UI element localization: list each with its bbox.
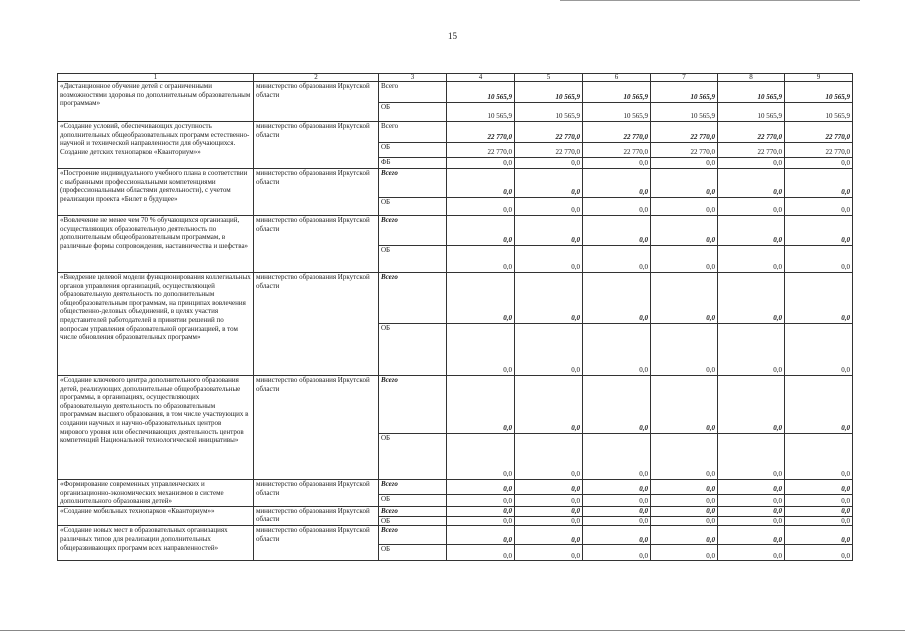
amount-cell: 22 770,0 (583, 143, 651, 158)
amount-cell: 0,0 (651, 516, 718, 526)
table-row (58, 169, 853, 198)
amount-cell: 0,0 (651, 273, 718, 324)
amount-cell: 0,0 (718, 169, 785, 198)
amount-cell: 0,0 (651, 526, 718, 545)
amount-cell: 0,0 (447, 169, 515, 198)
amount-cell: 22 770,0 (785, 143, 853, 158)
funding-source-cell: ОБ (379, 198, 447, 216)
responsible-organization-cell: министерство образования Иркутской области (254, 273, 379, 376)
amount-cell: 0,0 (651, 158, 718, 169)
amount-cell: 0,0 (583, 273, 651, 324)
amount-cell: 0,0 (583, 216, 651, 246)
amount-cell: 0,0 (718, 216, 785, 246)
amount-cell: 0,0 (447, 434, 515, 480)
amount-cell: 0,0 (651, 216, 718, 246)
amount-cell: 0,0 (447, 506, 515, 516)
top-edge-rule (560, 0, 860, 1)
amount-cell: 22 770,0 (651, 143, 718, 158)
amount-cell: 0,0 (785, 324, 853, 376)
amount-cell: 0,0 (718, 494, 785, 506)
amount-cell: 0,0 (583, 376, 651, 434)
amount-cell: 0,0 (583, 516, 651, 526)
table-row (58, 82, 853, 103)
amount-cell: 0,0 (515, 246, 583, 273)
table-row (58, 376, 853, 434)
amount-cell: 0,0 (785, 376, 853, 434)
activity-description-cell: «Создание ключевого центра дополнительного образования детей, реализующих дополнительные общеобразовательные программы, в организациях, осуществляющих образовательную деятельность по образовательным программам высшего образования, в том числе участвующих в создании научных и научно-образовательных центров мирового уровня или обеспечивающих деятельность центров компетенций Национальной технологической инициативы» (58, 376, 254, 480)
amount-cell: 0,0 (447, 545, 515, 561)
amount-cell: 0,0 (447, 376, 515, 434)
amount-cell: 0,0 (583, 526, 651, 545)
amount-cell: 0,0 (447, 526, 515, 545)
amount-cell: 0,0 (515, 494, 583, 506)
funding-source-cell: Всего (379, 169, 447, 198)
amount-cell: 0,0 (785, 526, 853, 545)
amount-cell: 0,0 (785, 273, 853, 324)
responsible-organization-cell: министерство образования Иркутской области (254, 216, 379, 273)
responsible-organization-cell: министерство образования Иркутской области (254, 169, 379, 216)
amount-cell: 0,0 (515, 216, 583, 246)
column-number-cell: 9 (785, 74, 853, 82)
responsible-organization-cell: министерство образования Иркутской области (254, 526, 379, 561)
amount-cell: 0,0 (718, 545, 785, 561)
amount-cell: 10 565,9 (515, 82, 583, 103)
amount-cell: 0,0 (515, 480, 583, 495)
activity-description-cell: «Создание новых мест в образовательных организациях различных типов для реализации дополнительных общеразвивающих программ всех направленностей» (58, 526, 254, 561)
funding-source-cell: ОБ (379, 494, 447, 506)
activity-description-cell: «Вовлечение не менее чем 70 % обучающихся организаций, осуществляющих образовательную деятельность по дополнительным общеобразовательным программам, в различные формы сопровождения, наставничества и шефства» (58, 216, 254, 273)
amount-cell: 0,0 (583, 169, 651, 198)
amount-cell: 0,0 (515, 545, 583, 561)
amount-cell: 0,0 (447, 198, 515, 216)
funding-source-cell: ОБ (379, 324, 447, 376)
amount-cell: 0,0 (718, 480, 785, 495)
amount-cell: 0,0 (651, 494, 718, 506)
amount-cell: 0,0 (651, 169, 718, 198)
funding-source-cell: ОБ (379, 246, 447, 273)
responsible-organization-cell: министерство образования Иркутской области (254, 480, 379, 507)
budget-table (57, 73, 853, 561)
table-row (58, 273, 853, 324)
amount-cell: 0,0 (718, 516, 785, 526)
amount-cell: 0,0 (447, 246, 515, 273)
amount-cell: 0,0 (785, 545, 853, 561)
amount-cell: 22 770,0 (785, 122, 853, 143)
column-number-cell: 8 (718, 74, 785, 82)
amount-cell: 0,0 (718, 506, 785, 516)
funding-source-cell: Всего (379, 526, 447, 545)
amount-cell: 0,0 (651, 376, 718, 434)
amount-cell: 0,0 (785, 434, 853, 480)
amount-cell: 0,0 (515, 273, 583, 324)
amount-cell: 0,0 (718, 158, 785, 169)
funding-source-cell: Всего (379, 480, 447, 495)
column-number-row (58, 74, 853, 82)
amount-cell: 0,0 (583, 545, 651, 561)
responsible-organization-cell: министерство образования Иркутской области (254, 82, 379, 122)
amount-cell: 22 770,0 (447, 143, 515, 158)
amount-cell: 0,0 (651, 506, 718, 516)
responsible-organization-cell: министерство образования Иркутской области (254, 376, 379, 480)
amount-cell: 0,0 (515, 516, 583, 526)
amount-cell: 0,0 (651, 434, 718, 480)
amount-cell: 10 565,9 (718, 103, 785, 122)
amount-cell: 22 770,0 (651, 122, 718, 143)
amount-cell: 0,0 (583, 158, 651, 169)
table-row (58, 216, 853, 246)
amount-cell: 10 565,9 (515, 103, 583, 122)
amount-cell: 0,0 (447, 273, 515, 324)
table-row (58, 122, 853, 143)
table-row (58, 480, 853, 495)
column-number-cell: 3 (379, 74, 447, 82)
amount-cell: 0,0 (515, 324, 583, 376)
column-number-cell: 1 (58, 74, 254, 82)
funding-source-cell: ОБ (379, 103, 447, 122)
amount-cell: 10 565,9 (785, 82, 853, 103)
amount-cell: 0,0 (785, 158, 853, 169)
amount-cell: 10 565,9 (583, 82, 651, 103)
amount-cell: 0,0 (515, 158, 583, 169)
amount-cell: 10 565,9 (583, 103, 651, 122)
column-number-cell: 2 (254, 74, 379, 82)
amount-cell: 22 770,0 (583, 122, 651, 143)
activity-description-cell: «Создание мобильных технопарков «Кванториум»» (58, 506, 254, 526)
amount-cell: 0,0 (515, 376, 583, 434)
amount-cell: 0,0 (583, 506, 651, 516)
amount-cell: 10 565,9 (447, 82, 515, 103)
activity-description-cell: «Построение индивидуального учебного плана в соответствии с выбранными профессиональными компетенциями (профессиональными областями деятельности), с учетом реализации проекта «Билет в будущее» (58, 169, 254, 216)
amount-cell: 0,0 (447, 158, 515, 169)
amount-cell: 22 770,0 (515, 122, 583, 143)
amount-cell: 0,0 (718, 324, 785, 376)
amount-cell: 0,0 (583, 198, 651, 216)
amount-cell: 0,0 (447, 324, 515, 376)
amount-cell: 0,0 (651, 545, 718, 561)
amount-cell: 0,0 (447, 216, 515, 246)
amount-cell: 0,0 (718, 376, 785, 434)
activity-description-cell: «Дистанционное обучение детей с ограниченными возможностями здоровья по дополнительным образовательным программам» (58, 82, 254, 122)
amount-cell: 0,0 (718, 434, 785, 480)
amount-cell: 0,0 (515, 169, 583, 198)
column-number-cell: 6 (583, 74, 651, 82)
table-row (58, 506, 853, 516)
funding-source-cell: ФБ (379, 158, 447, 169)
amount-cell: 10 565,9 (651, 82, 718, 103)
activity-description-cell: «Формирование современных управленческих и организационно-экономических механизмов в системе дополнительного образования детей» (58, 480, 254, 507)
funding-source-cell: Всего (379, 506, 447, 516)
amount-cell: 0,0 (447, 516, 515, 526)
amount-cell: 22 770,0 (718, 122, 785, 143)
bottom-edge-rule (0, 630, 905, 631)
amount-cell: 0,0 (718, 273, 785, 324)
amount-cell: 0,0 (785, 216, 853, 246)
amount-cell: 0,0 (583, 324, 651, 376)
amount-cell: 0,0 (515, 198, 583, 216)
amount-cell: 0,0 (785, 246, 853, 273)
amount-cell: 0,0 (785, 506, 853, 516)
amount-cell: 0,0 (583, 494, 651, 506)
responsible-organization-cell: министерство образования Иркутской области (254, 122, 379, 169)
amount-cell: 0,0 (583, 480, 651, 495)
amount-cell: 0,0 (651, 324, 718, 376)
amount-cell: 0,0 (718, 246, 785, 273)
funding-source-cell: ОБ (379, 143, 447, 158)
activity-description-cell: «Внедрение целевой модели функционирования коллегиальных органов управления организаций, осуществляющей образовательную деятельность по дополнительным общеобразовательным программам, на принципах вовлечения общественно-деловых объединений, в целях участия представителей работодателей в принятии решений по вопросам управления образовательной организацией, в том числе обновления образовательных программ» (58, 273, 254, 376)
table-row (58, 526, 853, 545)
amount-cell: 22 770,0 (718, 143, 785, 158)
amount-cell: 0,0 (515, 434, 583, 480)
amount-cell: 0,0 (718, 526, 785, 545)
responsible-organization-cell: министерство образования Иркутской области (254, 506, 379, 526)
funding-source-cell: Всего (379, 216, 447, 246)
amount-cell: 10 565,9 (785, 103, 853, 122)
funding-source-cell: Всего (379, 122, 447, 143)
funding-source-cell: Всего (379, 82, 447, 103)
amount-cell: 0,0 (718, 198, 785, 216)
amount-cell: 0,0 (651, 198, 718, 216)
activity-description-cell: «Создание условий, обеспечивающих доступность дополнительных общеобразовательных программ естественно-научной и технической направленности для обучающихся. Создание детских технопарков «Кванториум»» (58, 122, 254, 169)
amount-cell: 0,0 (785, 494, 853, 506)
funding-source-cell: Всего (379, 273, 447, 324)
amount-cell: 0,0 (515, 526, 583, 545)
amount-cell: 0,0 (515, 506, 583, 516)
amount-cell: 10 565,9 (718, 82, 785, 103)
amount-cell: 0,0 (651, 480, 718, 495)
amount-cell: 10 565,9 (447, 103, 515, 122)
amount-cell: 0,0 (447, 494, 515, 506)
funding-source-cell: ОБ (379, 545, 447, 561)
funding-source-cell: ОБ (379, 516, 447, 526)
amount-cell: 0,0 (785, 480, 853, 495)
amount-cell: 0,0 (583, 434, 651, 480)
amount-cell: 22 770,0 (447, 122, 515, 143)
amount-cell: 10 565,9 (651, 103, 718, 122)
page-number: 15 (448, 31, 457, 41)
amount-cell: 22 770,0 (515, 143, 583, 158)
amount-cell: 0,0 (651, 246, 718, 273)
amount-cell: 0,0 (785, 169, 853, 198)
funding-source-cell: Всего (379, 376, 447, 434)
column-number-cell: 4 (447, 74, 515, 82)
amount-cell: 0,0 (785, 198, 853, 216)
amount-cell: 0,0 (447, 480, 515, 495)
column-number-cell: 5 (515, 74, 583, 82)
amount-cell: 0,0 (583, 246, 651, 273)
amount-cell: 0,0 (785, 516, 853, 526)
column-number-cell: 7 (651, 74, 718, 82)
funding-source-cell: ОБ (379, 434, 447, 480)
